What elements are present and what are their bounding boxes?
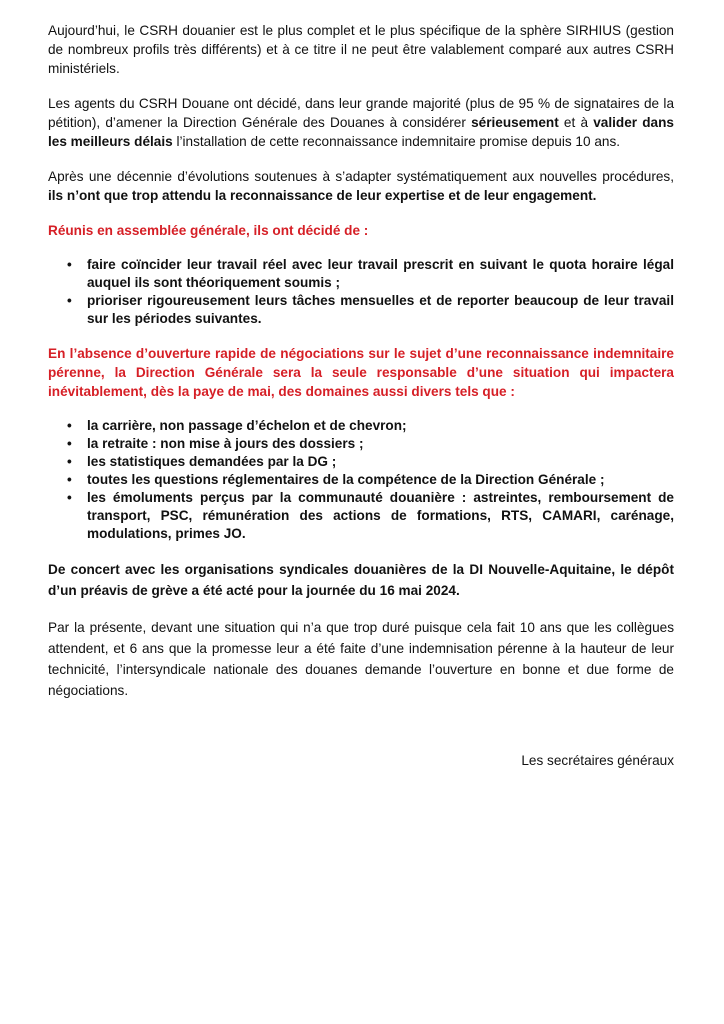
decade-text: Après une décennie d’évolutions soutenues à s’adapter systématiquement aux nouvelles procédures, (48, 169, 674, 184)
petition-text-2: et à (558, 115, 594, 130)
bullet-icon: • (67, 454, 72, 469)
document-body (48, 21, 674, 717)
bullet-icon: • (67, 418, 72, 433)
bullet-icon: • (67, 472, 72, 487)
bullet-icon: • (67, 490, 72, 505)
petition-text-1: Les agents du CSRH Douane ont décidé, dans leur grande majorité (plus de 95 % de signataires de la pétition), d’amener la Direction Générale des Douanes à considérer (48, 96, 674, 130)
bullet-icon: • (67, 293, 72, 308)
list-item (48, 471, 674, 489)
bullet-icon: • (67, 257, 72, 272)
domain-text: la retraite : non mise à jours des dossiers ; (87, 436, 364, 451)
intro-paragraph: Aujourd’hui, le CSRH douanier est le plus complet et le plus spécifique de la sphère SIRHIUS (gestion de nombreux profils très différents) et à ce titre il ne peut être valablement comparé aux autres CSRH ministériels. (48, 23, 674, 76)
petition-emphasis-validate: valider dans les meilleurs délais (48, 115, 674, 149)
domain-text: les statistiques demandées par la DG ; (87, 454, 337, 469)
bullet-icon: • (67, 436, 72, 451)
domain-text: les émoluments perçus par la communauté douanière : astreintes, remboursement de transport, PSC, rémunération des actions de formations, RTS, CAMARI, carénage, modulations, primes JO. (87, 490, 674, 541)
decade-emphasis: ils n’ont que trop attendu la reconnaissance de leur expertise et de leur engagement. (48, 188, 597, 203)
warning-paragraph: En l’absence d’ouverture rapide de négociations sur le sujet d’une reconnaissance indemnitaire pérenne, la Direction Générale sera la seule responsable d’une situation qui impactera inévitablement, dès la paye de mai, des domaines aussi divers tels que : (48, 346, 674, 399)
decision-text: prioriser rigoureusement leurs tâches mensuelles et de reporter beaucoup de leur travail sur les périodes suivantes. (87, 293, 674, 326)
list-item (48, 256, 674, 292)
list-item (48, 453, 674, 471)
conclusion-paragraph: Par la présente, devant une situation qui n’a que trop duré puisque cela fait 10 ans que les collègues attendent, et 6 ans que la promesse leur a été faite d’une indemnisation pérenne à la hauteur de leur technicité, l’intersyndicale nationale des douanes demande l’ouverture en bonne et due forme de négociations. (48, 620, 674, 698)
petition-emphasis-seriously: sérieusement (471, 115, 559, 130)
signature: Les secrétaires généraux (521, 753, 674, 768)
list-item (48, 292, 674, 328)
strike-notice-paragraph: De concert avec les organisations syndicales douanières de la DI Nouvelle-Aquitaine, le dépôt d’un préavis de grève a été acté pour la journée du 16 mai 2024. (48, 562, 674, 598)
decision-text: faire coïncider leur travail réel avec leur travail prescrit en suivant le quota horaire légal auquel ils sont théoriquement soumis ; (87, 257, 674, 290)
list-item (48, 435, 674, 453)
list-item (48, 489, 674, 543)
decisions-list (48, 256, 674, 328)
assembly-heading: Réunis en assemblée générale, ils ont décidé de : (48, 223, 369, 238)
decade-paragraph (48, 167, 674, 205)
petition-paragraph (48, 94, 674, 151)
petition-text-3: l’installation de cette reconnaissance indemnitaire promise depuis 10 ans. (172, 134, 621, 149)
list-item (48, 417, 674, 435)
domain-text: la carrière, non passage d’échelon et de chevron; (87, 418, 407, 433)
domain-text: toutes les questions réglementaires de la compétence de la Direction Générale ; (87, 472, 605, 487)
domains-list (48, 417, 674, 543)
